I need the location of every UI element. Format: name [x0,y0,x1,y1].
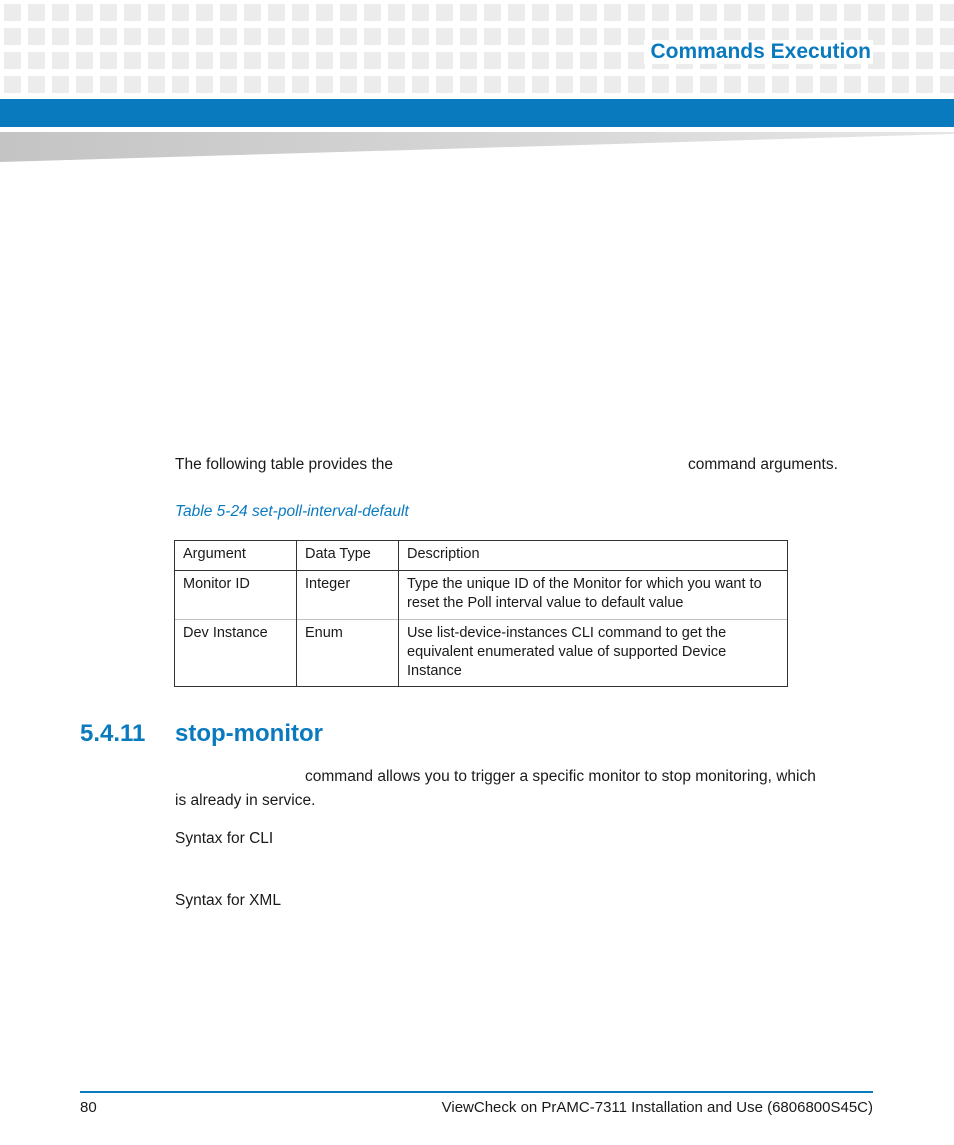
table-row [175,571,788,620]
cell-data-type: Enum [297,620,399,687]
cell-argument: Monitor ID [175,571,297,620]
section-paragraph-line1: command allows you to trigger a specific monitor to stop monitoring, which [305,768,816,785]
section-paragraph-line2: is already in service. [175,792,316,809]
footer-rule [80,1091,873,1093]
cell-argument: Dev Instance [175,620,297,687]
header-grey-wedge [0,127,954,163]
section-number: 5.4.11 [80,720,146,747]
table-caption: Table 5-24 set-poll-interval-default [175,503,409,520]
column-header-data-type: Data Type [297,541,399,571]
table-row [175,620,788,687]
syntax-cli-label: Syntax for CLI [175,830,274,847]
syntax-xml-label: Syntax for XML [175,892,281,909]
cell-description: Use list-device-instances CLI command to get the equivalent enumerated value of supported Device Instance [399,620,788,687]
intro-text-end: command arguments. [688,456,838,473]
document-title: ViewCheck on PrAMC-7311 Installation and Use (6806800S45C) [441,1099,873,1116]
cell-data-type: Integer [297,571,399,620]
running-header-title: Commands Execution [644,40,873,64]
page-number: 80 [80,1099,97,1116]
section-heading [80,720,323,748]
section-title: stop-monitor [175,720,323,747]
cell-description: Type the unique ID of the Monitor for which you want to reset the Poll interval value to default value [399,571,788,620]
arguments-table [174,540,788,687]
column-header-description: Description [399,541,788,571]
table-header-row [175,541,788,571]
intro-text-start: The following table provides the [175,456,393,473]
header-blue-band [0,99,954,127]
column-header-argument: Argument [175,541,297,571]
